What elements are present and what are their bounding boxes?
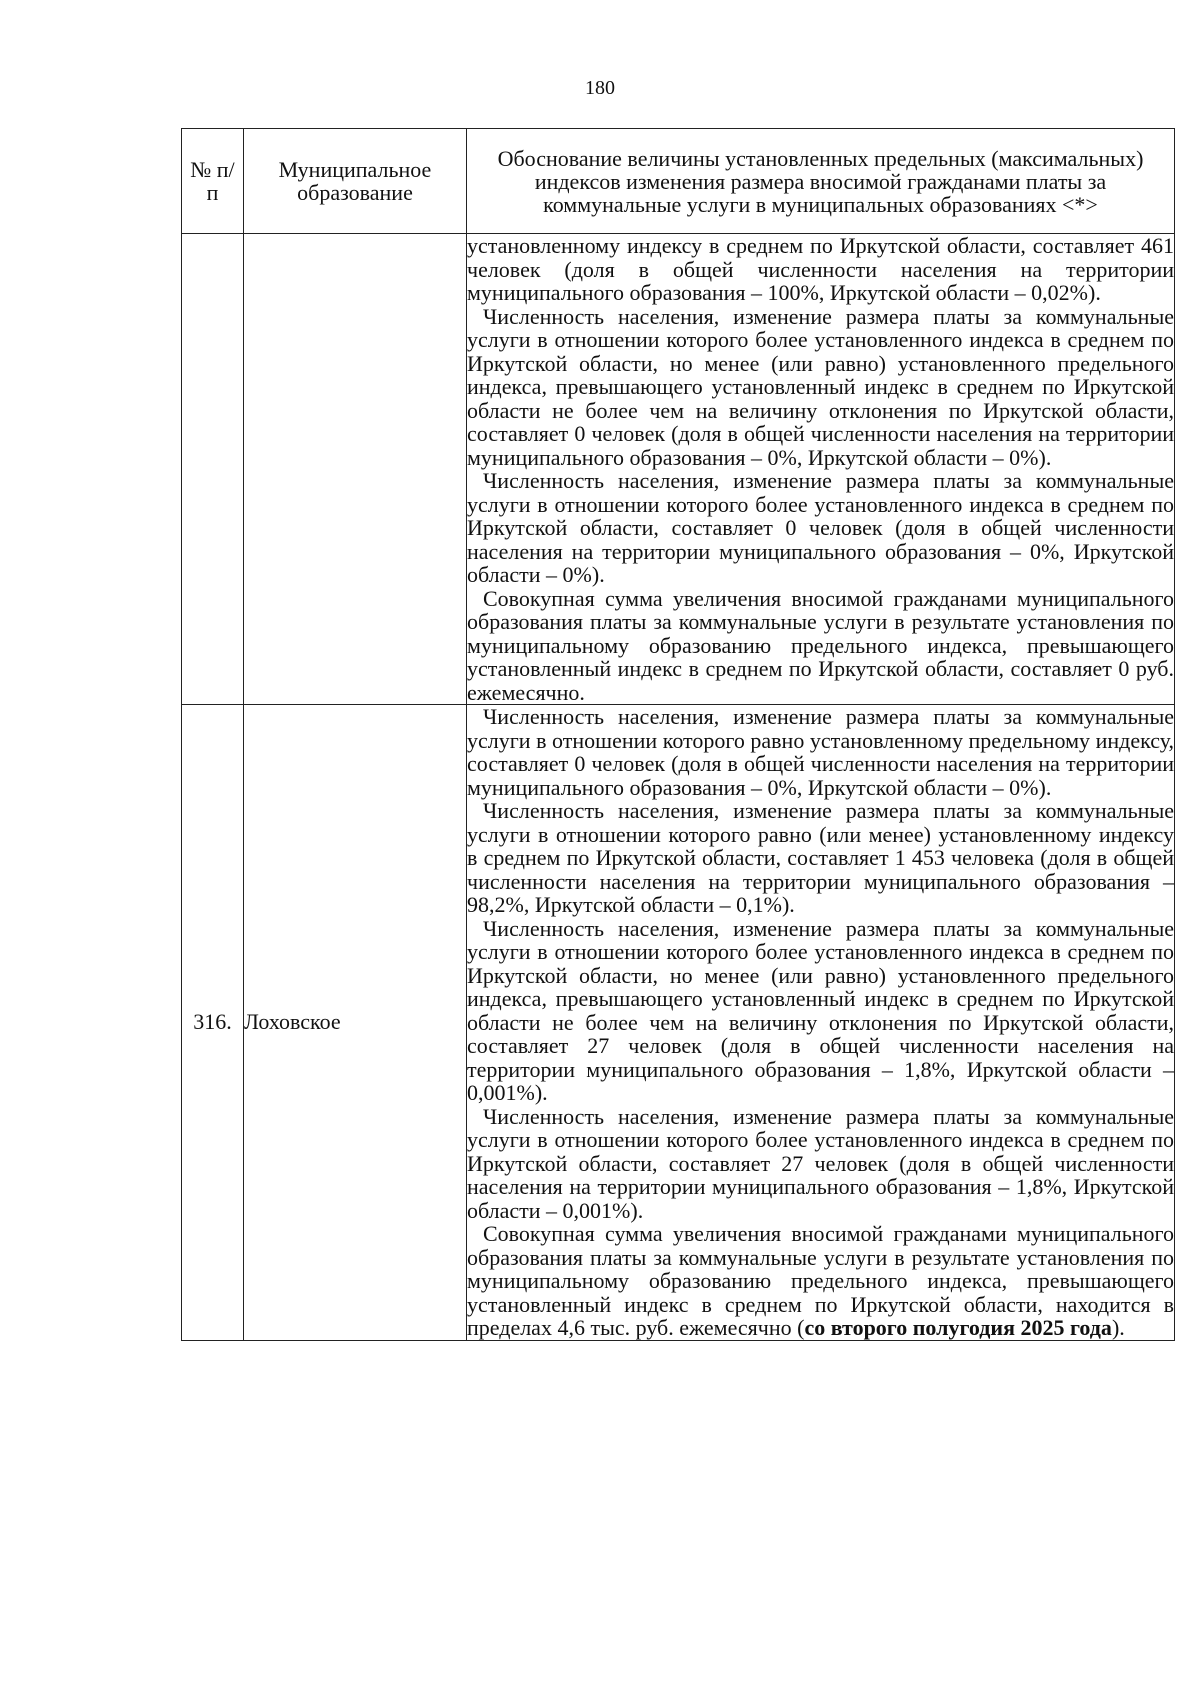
final-paragraph-text: Совокупная сумма увеличения вносимой гражданами муниципального образования платы за коммунальные услуги в результате установления по муниципальному образованию предельного индекса, превышающего установленный индекс в среднем по Иркутской области, находится в пределах 4,6 тыс. руб. ежемесячно ( [467,1221,1174,1340]
table-header-row [182,129,1175,234]
justification-paragraph: Численность населения, изменение размера платы за коммунальные услуги в отношении которого более установленного индекса в среднем по Иркутской области, составляет 0 человек (доля в общей численности населения на территории муниципального образования – 0%, Иркутской области – 0%). [467,468,1174,587]
justification-paragraph: Численность населения, изменение размера платы за коммунальные услуги в отношении которого более установленного индекса в среднем по Иркутской области, но менее (или равно) установленного предельного индекса, превышающего установленный индекс в среднем по Иркутской области не более чем на величину отклонения по Иркутской области, составляет 0 человек (доля в общей численности населения на территории муниципального образования – 0%, Иркутской области – 0%). [467,303,1174,470]
header-municipality: Муниципальное образование [244,129,467,234]
row-municipality [244,234,467,705]
row-number: 316. [182,705,244,1341]
row-number [182,234,244,705]
header-number: № п/п [182,129,244,234]
justification-paragraph: Численность населения, изменение размера платы за коммунальные услуги в отношении которого равно установленному предельному индексу, составляет 0 человек (доля в общей численности населения на территории муниципального образования – 0%, Иркутской области – 0%). [467,704,1174,800]
justification-paragraph: установленному индексу в среднем по Иркутской области, составляет 461 человек (доля в общей численности населения на территории муниципального образования – 100%, Иркутской области – 0,02%). [467,233,1174,305]
row-municipality: Лоховское [244,705,467,1341]
justification-paragraph: Численность населения, изменение размера платы за коммунальные услуги в отношении которого более установленного индекса в среднем по Иркутской области, но менее (или равно) установленного предельного индекса, превышающего установленный индекс в среднем по Иркутской области не более чем на величину отклонения по Иркутской области, составляет 27 человек (доля в общей численности населения на территории муниципального образования – 1,8%, Иркутской области – 0,001%). [467,915,1174,1105]
justification-paragraph: Совокупная сумма увеличения вносимой гражданами муниципального образования платы за коммунальные услуги в результате установления по муниципальному образованию предельного индекса, превышающего установленный индекс в среднем по Иркутской области, составляет 0 руб. ежемесячно. [467,585,1174,705]
justification-paragraph: Численность населения, изменение размера платы за коммунальные услуги в отношении которого равно (или менее) установленному индексу в среднем по Иркутской области, составляет 1 453 человека (доля в общей численности населения на территории муниципального образования – 98,2%, Иркутской области – 0,1%). [467,798,1174,917]
page-number: 180 [585,77,615,99]
justification-paragraph: Численность населения, изменение размера платы за коммунальные услуги в отношении которого более установленного индекса в среднем по Иркутской области, составляет 27 человек (доля в общей численности населения на территории муниципального образования – 1,8%, Иркутской области – 0,001%). [467,1103,1174,1223]
justification-paragraph-final [467,1222,1174,1340]
municipal-index-table [181,128,1175,1341]
table-row [182,234,1175,705]
final-paragraph-bold: со второго полугодия 2025 года [804,1315,1112,1340]
final-paragraph-tail: ). [1111,1315,1125,1340]
row-justification [467,234,1175,705]
table-row [182,705,1175,1341]
row-justification [467,705,1175,1341]
header-justification: Обоснование величины установленных предельных (максимальных) индексов изменения размера вносимой гражданами платы за коммунальные услуги в муниципальных образованиях <*> [467,129,1175,234]
